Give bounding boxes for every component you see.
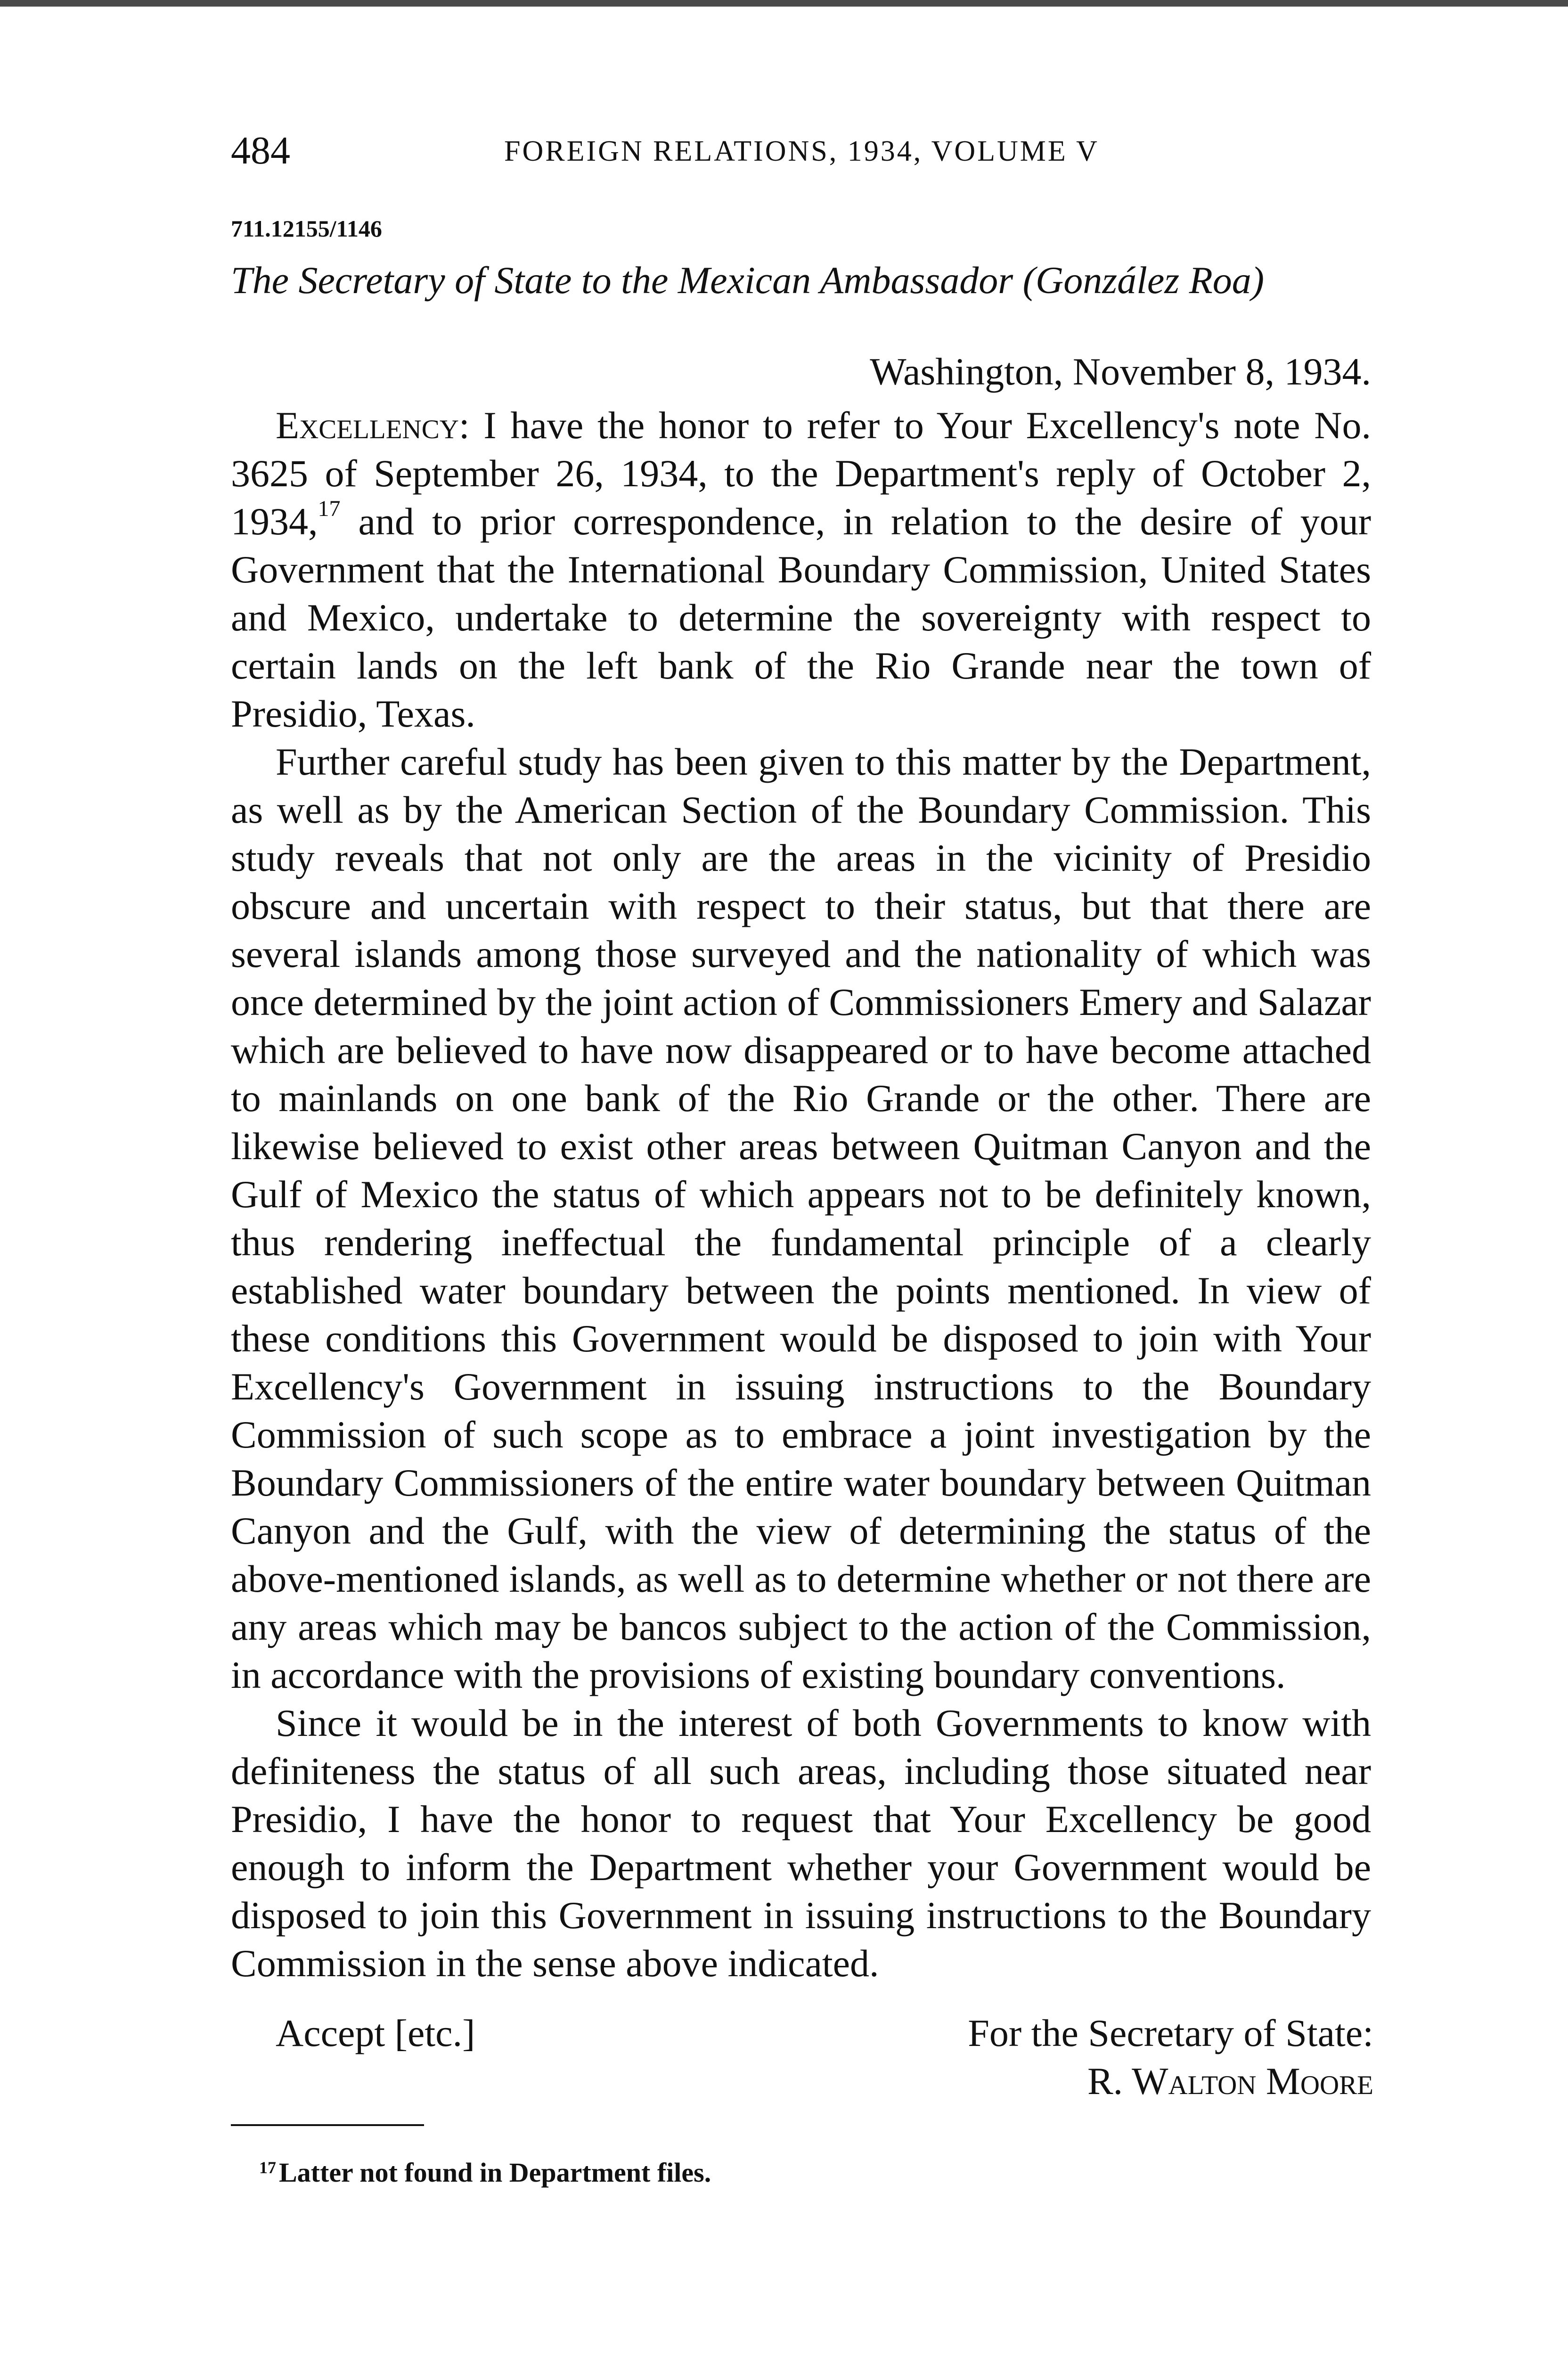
paragraph-1-text-b: and to prior correspondence, in relation to the desire of your Government that the International Boundary Commission, United States and Mexico, undertake to determine the sovereignty with respect to certain lands on the left bank of the Rio Grande near the town of Presidio, Texas. bbox=[231, 500, 1371, 735]
footnote bbox=[259, 2159, 711, 2186]
closing-phrase: Accept [etc.] bbox=[276, 2012, 475, 2054]
running-head: FOREIGN RELATIONS, 1934, VOLUME V bbox=[504, 135, 1099, 167]
footnote-number: 17 bbox=[259, 2158, 276, 2177]
paragraph-1 bbox=[231, 401, 1371, 738]
dateline: Washington, November 8, 1934. bbox=[870, 350, 1371, 393]
letter-closing bbox=[276, 2009, 1373, 2103]
footnote-reference: 17 bbox=[318, 496, 341, 521]
paragraph-2: Further careful study has been given to this matter by the Department, as well as by the American Section of the Boundary Commission. This study reveals that not only are the areas in the vicinity of Presidio obscure and uncertain with respect to their status, but that there are several islands among those surveyed and the nationality of which was once determined by the joint action of Commissioners Emery and Salazar which are believed to have now disappeared or to have become attached to mainlands on one bank of the Rio Grande or the other. There are likewise believed to exist other areas between Quitman Canyon and the Gulf of Mexico the status of which appears not to be definitely known, thus rendering ineffectual the fundamental principle of a clearly established water boundary between the points mentioned. In view of these conditions this Government would be disposed to join with Your Excellency's Government in issuing instructions to the Boundary Commission of such scope as to embrace a joint investigation by the Boundary Commissioners of the entire water boundary between Quitman Canyon and the Gulf, with the view of determining the status of the above-mentioned islands, as well as to determine whether or not there are any areas which may be bancos subject to the action of the Commission, in accordance with the provisions of existing boundary conventions. bbox=[231, 740, 1371, 1696]
paragraph-1-text-a: : I have the honor to refer to Your Excellency's note No. 3625 of September 26, 1934, to the Department's reply of October 2, 1934, bbox=[231, 404, 1371, 543]
letter-body bbox=[231, 401, 1371, 1988]
page-header bbox=[231, 131, 1371, 183]
footnote-text: Latter not found in Department files. bbox=[279, 2157, 711, 2188]
document-title: The Secretary of State to the Mexican Ambassador (González Roa) bbox=[231, 259, 1265, 302]
signature-line: For the Secretary of State: bbox=[968, 2012, 1373, 2054]
salutation: Excellency bbox=[276, 404, 459, 447]
paragraph-3: Since it would be in the interest of both Governments to know with definiteness the status of all such areas, including those situated near Presidio, I have the honor to request that Your Excellency be good enough to inform the Department whether your Government would be disposed to join this Government in issuing instructions to the Boundary Commission in the sense above indicated. bbox=[231, 1702, 1371, 1985]
signer-name: R. Walton Moore bbox=[1087, 2060, 1373, 2102]
document-file-number: 711.12155/1146 bbox=[231, 215, 382, 242]
page-number: 484 bbox=[231, 129, 290, 172]
footnote-divider bbox=[231, 2124, 424, 2126]
